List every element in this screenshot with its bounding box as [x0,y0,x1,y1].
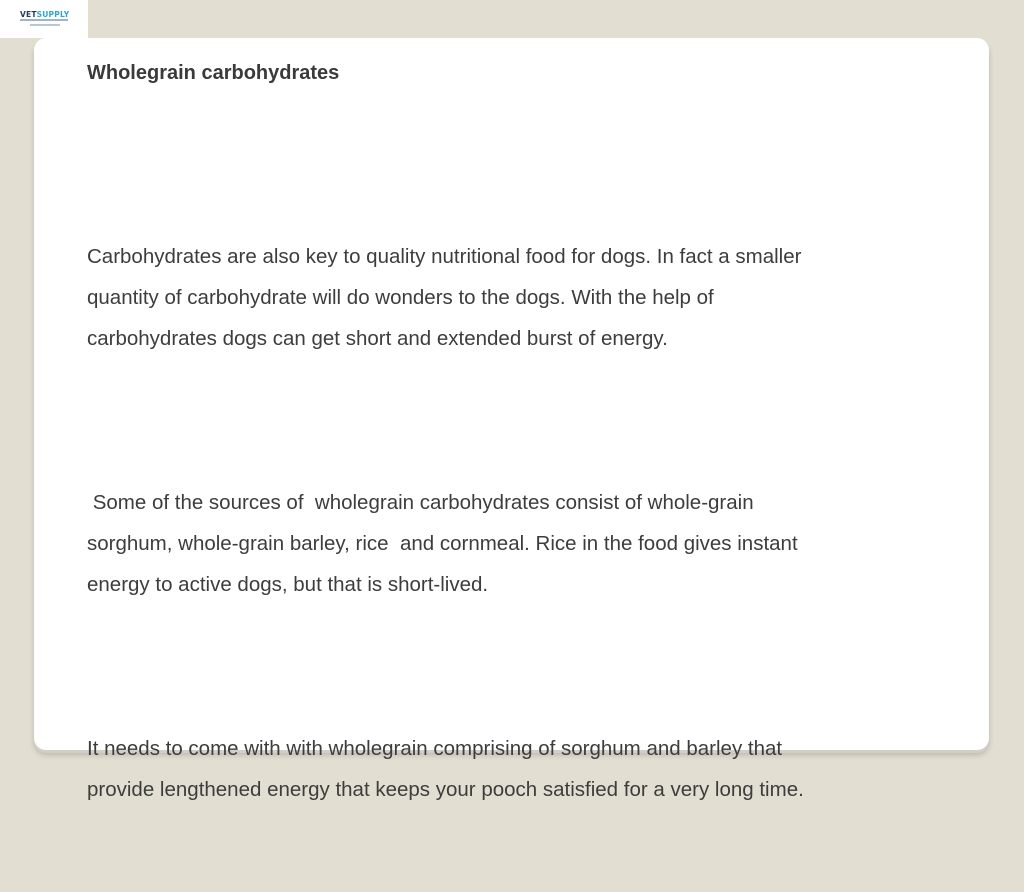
logo [0,0,88,38]
paragraph-1: Carbohydrates are also key to quality nutritional food for dogs. In fact a smaller quantity of carbohydrate will do wonders to the dogs. With the help of carbohydrates dogs can get short and extended burst of energy. [87,245,802,350]
logo-brand-part2: SUPPLY [36,10,70,19]
logo-tagline-line [20,19,68,21]
slide-card [34,38,989,801]
paragraph-2: Some of the sources of wholegrain carbohydrates consist of whole-grain sorghum, whole-grain barley, rice and cornmeal. Rice in the food gives instant energy to active dogs, but that is short-lived. [87,491,798,596]
logo-tagline-line-2 [30,24,60,26]
slide-title: Wholegrain carbohydrates [87,62,340,84]
logo-brand-part1: VET [20,10,37,19]
paragraph-3: It needs to come with with wholegrain comprising of sorghum and barley that provide lengthened energy that keeps your pooch satisfied for a very long time. [87,737,804,801]
logo-wordmark [20,11,69,19]
slide-body [87,154,947,892]
